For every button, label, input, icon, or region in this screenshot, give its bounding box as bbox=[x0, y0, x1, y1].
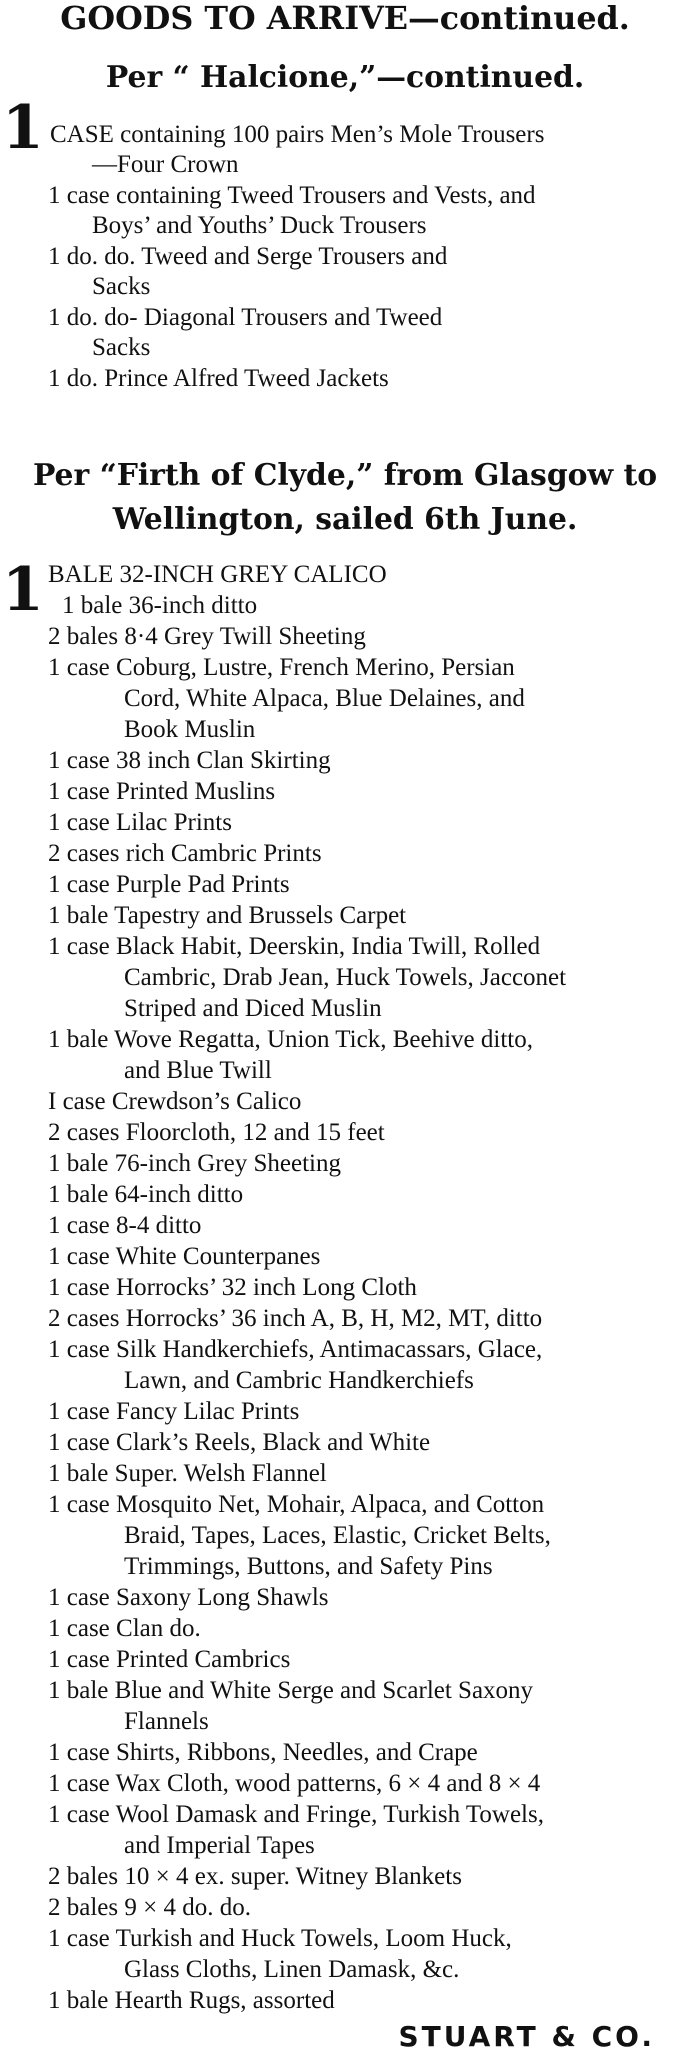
list-item: Sacks bbox=[92, 334, 151, 361]
list-item: 1 case Clark’s Reels, Black and White bbox=[48, 1429, 431, 1456]
list-item: Braid, Tapes, Laces, Elastic, Cricket Belts, bbox=[124, 1522, 551, 1549]
list-item: CASE containing 100 pairs Men’s Mole Trousers bbox=[50, 121, 545, 148]
list-item: Flannels bbox=[124, 1708, 209, 1735]
list-item: Sacks bbox=[92, 273, 151, 300]
list-item: 1 bale 36-inch ditto bbox=[62, 592, 258, 619]
list-item: 1 case Wax Cloth, wood patterns, 6 × 4 and 8 × 4 bbox=[48, 1770, 541, 1797]
list-item: 1 case Purple Pad Prints bbox=[48, 871, 290, 898]
list-item: 2 bales 8·4 Grey Twill Sheeting bbox=[48, 623, 366, 650]
list-item: 1 do. do- Diagonal Trousers and Tweed bbox=[48, 304, 443, 331]
list-item: 1 case White Counterpanes bbox=[48, 1243, 321, 1270]
list-item: Lawn, and Cambric Handkerchiefs bbox=[124, 1367, 474, 1394]
list-item: 1 case Black Habit, Deerskin, India Twill, Rolled bbox=[48, 933, 541, 960]
list-item: 1 bale 64-inch ditto bbox=[48, 1181, 244, 1208]
list-item: 1 case Fancy Lilac Prints bbox=[48, 1398, 300, 1425]
list-item: Book Muslin bbox=[124, 716, 256, 743]
list-item: 2 bales 10 × 4 ex. super. Witney Blankets bbox=[48, 1863, 462, 1890]
list-item: 2 cases rich Cambric Prints bbox=[48, 840, 322, 867]
list-item: Glass Cloths, Linen Damask, &c. bbox=[124, 1956, 460, 1983]
list-item: 1 bale Hearth Rugs, assorted bbox=[48, 1987, 335, 2014]
list-item: 1 bale Blue and White Serge and Scarlet Saxony bbox=[48, 1677, 534, 1704]
list-item: 1 case Saxony Long Shawls bbox=[48, 1584, 329, 1611]
list-item: 1 do. Prince Alfred Tweed Jackets bbox=[48, 365, 389, 392]
list-item: 1 case Wool Damask and Fringe, Turkish Towels, bbox=[48, 1801, 544, 1828]
list-item: 1 case Coburg, Lustre, French Merino, Persian bbox=[48, 654, 515, 681]
list-item: 1 case Lilac Prints bbox=[48, 809, 232, 836]
list-item: 1 case 38 inch Clan Skirting bbox=[48, 747, 331, 774]
list-item: Cambric, Drab Jean, Huck Towels, Jacconet bbox=[124, 964, 567, 991]
list-item: 1 case Clan do. bbox=[48, 1615, 201, 1642]
list-item: 2 cases Floorcloth, 12 and 15 feet bbox=[48, 1119, 385, 1146]
list-item: 1 bale Tapestry and Brussels Carpet bbox=[48, 902, 407, 929]
list-item: 1 case Silk Handkerchiefs, Antimacassars, Glace, bbox=[48, 1336, 543, 1363]
list-item: 1 case Printed Cambrics bbox=[48, 1646, 291, 1673]
list-item: Striped and Diced Muslin bbox=[124, 995, 382, 1022]
list-item: 1 case Turkish and Huck Towels, Loom Huck, bbox=[48, 1925, 512, 1952]
ship-heading-sailing: Wellington, sailed 6th June. bbox=[112, 502, 578, 537]
list-item: and Imperial Tapes bbox=[124, 1832, 315, 1859]
list-item: 2 cases Horrocks’ 36 inch A, B, H, M2, MT, ditto bbox=[48, 1305, 543, 1332]
list-item: Cord, White Alpaca, Blue Delaines, and bbox=[124, 685, 525, 712]
merchant-signature: STUART & CO. bbox=[398, 2020, 655, 2053]
list-item: and Blue Twill bbox=[124, 1057, 272, 1084]
list-item: 1 case containing Tweed Trousers and Vests, and bbox=[48, 182, 536, 209]
list-item: 1 do. do. Tweed and Serge Trousers and bbox=[48, 243, 448, 270]
list-item: 1 bale 76-inch Grey Sheeting bbox=[48, 1150, 341, 1177]
list-item: BALE 32-INCH GREY CALICO bbox=[48, 561, 387, 588]
list-item: Boys’ and Youths’ Duck Trousers bbox=[92, 212, 427, 239]
list-item: 2 bales 9 × 4 do. do. bbox=[48, 1894, 251, 1921]
drop-initial: 1 bbox=[2, 555, 44, 625]
list-item: 1 bale Super. Welsh Flannel bbox=[48, 1460, 327, 1487]
list-item: 1 case Shirts, Ribbons, Needles, and Crape bbox=[48, 1739, 478, 1766]
list-item: —Four Crown bbox=[92, 151, 239, 178]
page-title: GOODS TO ARRIVE—continued. bbox=[60, 0, 630, 37]
drop-initial: 1 bbox=[2, 93, 44, 163]
list-item: 1 case 8-4 ditto bbox=[48, 1212, 202, 1239]
list-item: 1 case Horrocks’ 32 inch Long Cloth bbox=[48, 1274, 417, 1301]
ship-heading: Per “Firth of Clyde,” from Glasgow to bbox=[32, 458, 658, 493]
list-item: 1 case Printed Muslins bbox=[48, 778, 276, 805]
list-item: 1 case Mosquito Net, Mohair, Alpaca, and Cotton bbox=[48, 1491, 545, 1518]
list-item: Trimmings, Buttons, and Safety Pins bbox=[124, 1553, 493, 1580]
list-item: 1 bale Wove Regatta, Union Tick, Beehive ditto, bbox=[48, 1026, 533, 1053]
ship-subtitle: Per “ Halcione,”—continued. bbox=[105, 60, 585, 95]
list-item: I case Crewdson’s Calico bbox=[48, 1088, 302, 1115]
